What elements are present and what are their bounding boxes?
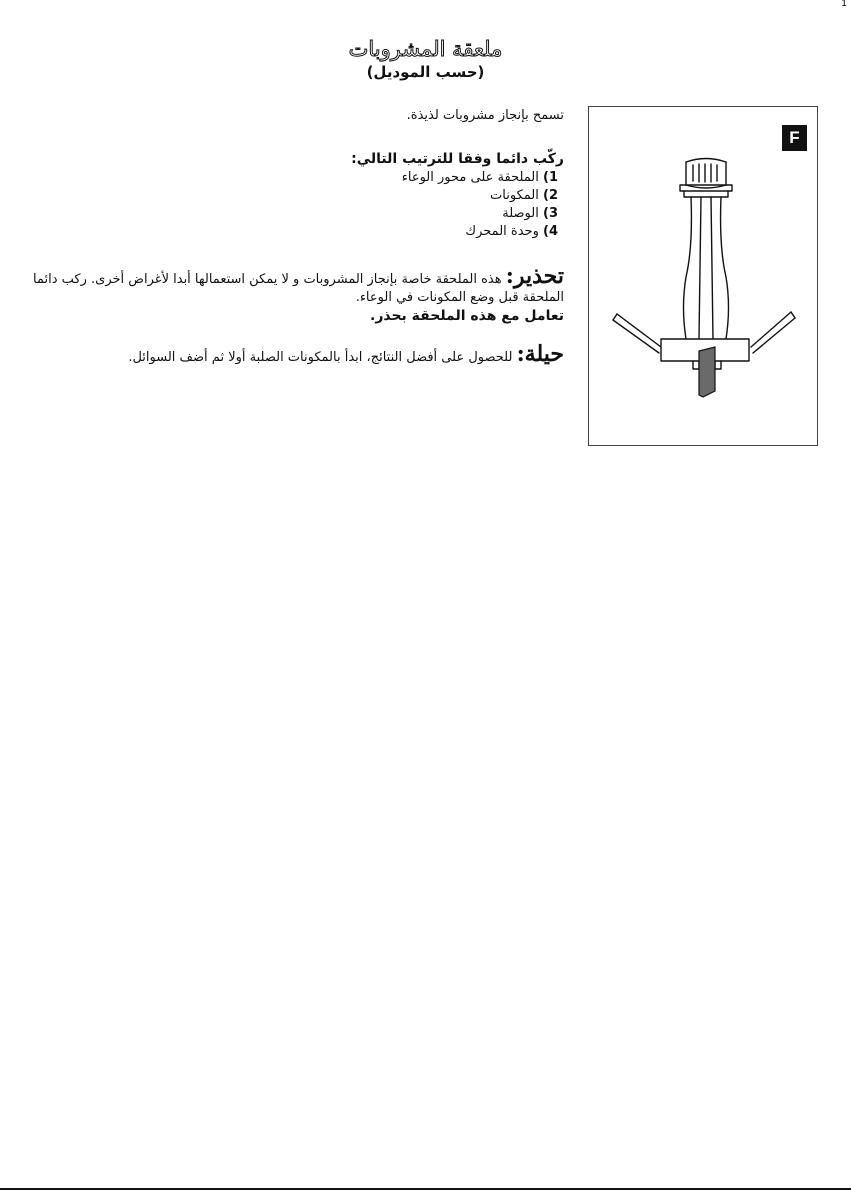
warning-paragraph [22, 265, 564, 307]
tip-paragraph [22, 343, 564, 367]
coupling-cap [680, 159, 732, 198]
intro-paragraph: تسمح بإنجاز مشروبات لذيذة. [406, 108, 564, 123]
tip-label: حيلة: [516, 341, 564, 367]
list-item [22, 169, 558, 187]
warning-label: تحذير: [505, 263, 564, 289]
step-number: 3) [543, 206, 558, 221]
step-text: الوصلة [502, 206, 539, 221]
list-item [22, 223, 558, 241]
tip-text: للحصول على أفضل النتائج، ابدأ بالمكونات الصلبة أولا ثم أضف السوائل. [128, 350, 513, 365]
blade [699, 347, 715, 397]
step-number: 2) [543, 188, 558, 203]
figure-badge: F [782, 125, 807, 151]
page-title: ملعقة المشروبات [348, 37, 503, 61]
step-text: الملحقة على محور الوعاء [401, 170, 539, 185]
page-bottom-rule [0, 1188, 851, 1190]
warning-text: هذه الملحقة خاصة بإنجاز المشروبات و لا يمكن استعمالها أبدا لأغراض أخرى. ركب دائما الملحقة قبل وضع المكونات في الوعاء. [33, 272, 564, 305]
list-item [22, 205, 558, 223]
instructions-text [22, 107, 564, 367]
page-subtitle: (حسب الموديل) [366, 63, 485, 81]
beverage-accessory-illustration [589, 107, 819, 447]
shaft [684, 197, 729, 339]
warning-emphasis: تعامل مع هذه الملحقة بحذر. [370, 308, 564, 324]
steps-heading: ركّب دائما وفقا للترتيب التالي: [351, 151, 564, 167]
page-corner-mark: 1 [841, 0, 847, 9]
step-number: 1) [543, 170, 558, 185]
step-text: وحدة المحرك [465, 224, 539, 239]
figure-panel [588, 106, 818, 446]
step-number: 4) [543, 224, 558, 239]
list-item [22, 187, 558, 205]
step-text: المكونات [490, 188, 539, 203]
header [0, 36, 851, 82]
assembly-steps-list [22, 169, 564, 241]
